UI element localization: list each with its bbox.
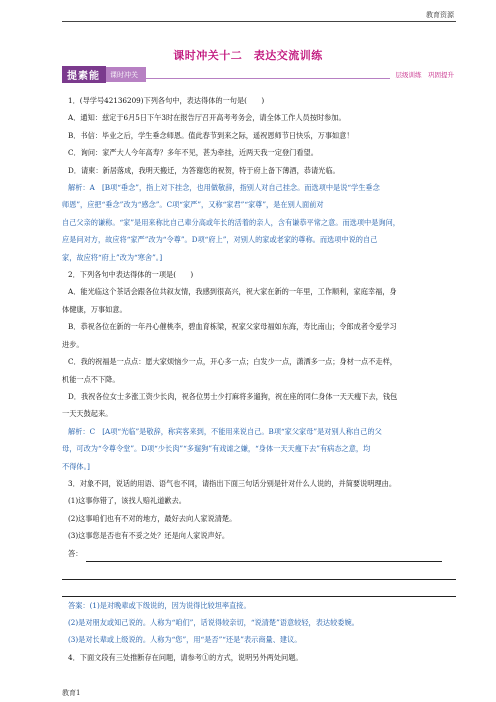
answer-blank[interactable] [86,545,442,562]
q1-analysis-line: 师恩”，应把“垂念”改为“感念”。C项“家严”，又称“家君”“家尊”，是在别人面前对 [62,200,324,210]
q3-answer-label: 答： [68,549,83,559]
header-rule [62,21,456,22]
content [62,92,456,666]
answer-blank[interactable] [62,580,456,597]
q3-answer-text: (2)是对朋友或知己说的。人称为“咱们”，话说得较亲切，“说清楚”语意较轻，表达较委婉。 [68,617,359,627]
q2-analysis-line: 解析：C [A项“光临”是敬辞，称宾客来到，不能用来说自己。B项“家父家母”是对别人称自己的父 [68,426,382,436]
q3-item-3: (3)这事您是否也有不妥之处？还是向人家说声好。 [68,531,230,541]
q2-option-b-cont: 进步。 [62,339,84,349]
q1-option-b: B．书信：毕业之后，学生垂念师恩。值此春节到来之际，遥祝恩师节日快乐，万事如意！ [68,130,354,140]
footer-label: 教育1 [62,689,81,697]
q3-answer-text: (3)是对长辈或上级说的。人称为“您”，用“是否”“还是”表示商量、建议。 [68,635,302,645]
q1-option-c: C．询问：家严大人今年高寿？多年不见，甚为牵挂，近两天我一定登门看望。 [68,148,318,158]
q1-option-d: D．请柬：新居落成，我明天搬迁，为答谢您的祝贺，特于府上备下薄酒，恭请光临。 [68,165,340,175]
banner-line [146,78,390,79]
q2-stem: 2．下列各句中表达得体的一项是( ) [68,270,194,280]
q2-analysis-line: 母，可改为“令尊令堂”。D项“少长肉”“多遛狗”有戏谑之嫌，“身体一天天瘦下去”有病态之意，均 [62,444,371,454]
banner-right: 层级训练 巩固提升 [395,71,454,79]
answer-blank[interactable] [62,563,456,580]
q1-analysis-line: 自己父亲的谦称。“家”是用来称比自己辈分高或年长的活着的亲人，含有谦恭平常之意。而选项中是询问， [62,217,400,227]
q3-stem: 3．对象不同，说话的用语、语气也不同，请指出下面三句话分别是针对什么人说的，并简要说明理由。 [68,478,397,488]
header-resource-label: 教育资源 [426,11,454,19]
q2-option-a-cont: 体健康，万事如意。 [62,304,127,314]
q2-analysis-line: 不得体。] [62,461,90,471]
q2-option-c-cont: 机能一点不下降。 [62,374,120,384]
q2-option-d: D．我祝各位女士多涨工资少长肉，祝各位男士少打麻将多遛狗，祝在座的同仁身体一天天瘦下去，钱包 [68,391,398,401]
q1-stem: 1．(导学号42136209)下列各句中，表达得体的一句是( ) [68,96,265,105]
q1-option-a: A．通知：兹定于6月5日下午3时在报告厅召开高考考务会，请全体工作人员按时参加。 [68,113,346,123]
banner-sub: 课时冲关 [106,67,146,82]
q3-item-1: (1)这事你错了，该找人赔礼道歉去。 [68,496,186,506]
q2-option-c: C．我的祝福是一点点：愿大家烦恼少一点，开心多一点；白发少一点，潇洒多一点；身材一点不走样， [68,357,397,367]
q1-analysis-line: 家，故应将“府上”改为“寒舍”。] [62,252,163,262]
q1-analysis-line: 解析：A [B项“垂念”，指上对下挂念，也用做敬辞，指别人对自己挂念。而选项中是说“学生垂念 [68,183,380,193]
q3-answer-text: 答案：(1)是对晚辈或下级说的，因为说得比较坦率直接。 [68,600,251,610]
q3-item-2: (2)这事咱们也有不对的地方，最好去向人家说清楚。 [68,513,237,523]
q2-option-b: B．恭祝各位在新的一年丹心催桃李，碧血育栋梁，祝家父家母福如东海，寿比南山；令郎成者令爱学习 [68,322,397,332]
banner-label: 提素能 [62,66,106,83]
q4-stem: 4．下面文段有三处推断存在问题，请参考①的方式，说明另外两处问题。 [68,652,303,662]
q3-answer-line [62,545,456,563]
section-banner [62,66,454,83]
q2-option-d-cont: 一天天鼓起来。 [62,409,113,419]
q1-analysis-line: 应是问对方，故应将“家严”改为“令尊”。D项“府上”，对别人的家或老家的尊称。而选项中说的自己 [62,235,378,245]
page-title: 课时冲关十二 表达交流训练 [173,49,323,62]
q2-option-a: A．能光临这个茶话会跟各位共叙友情，我感到很高兴，祝大家在新的一年里，工作顺利，家庭幸福，身 [68,287,397,297]
